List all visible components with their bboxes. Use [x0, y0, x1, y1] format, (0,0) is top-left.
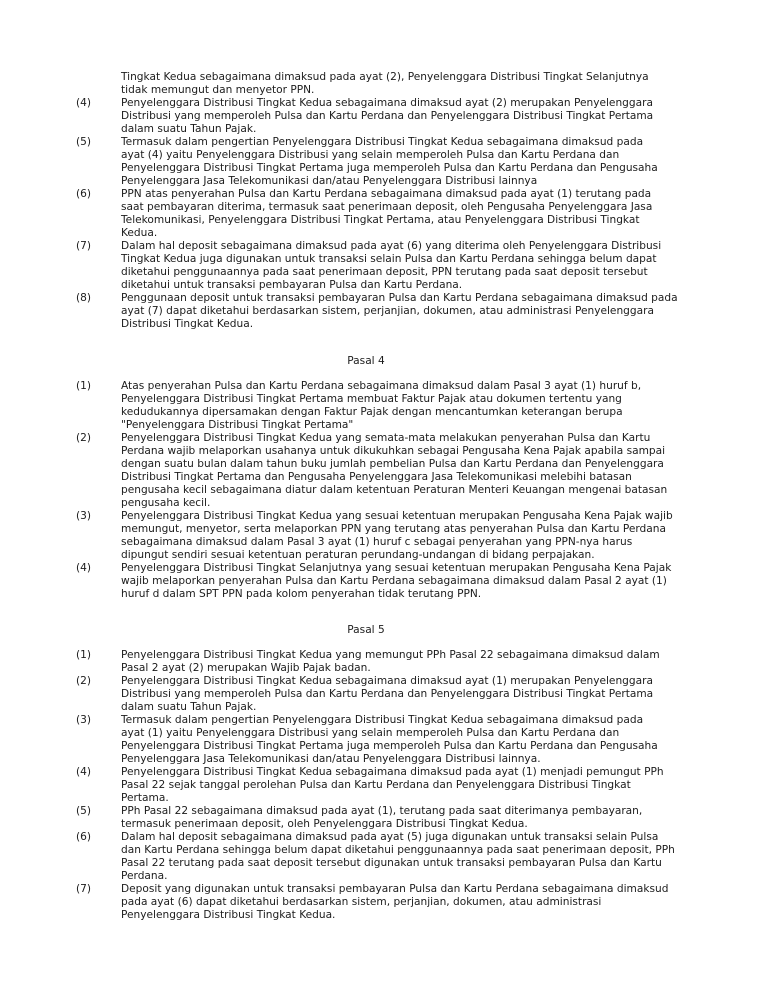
ayat-item [0, 71, 770, 97]
text-line: ayat (4) yaitu Penyelenggara Distribusi yang selain memperoleh Pulsa dan Kartu Perdana dan [121, 149, 620, 161]
text-line: Penyelenggara Distribusi Tingkat Kedua yang memungut PPh Pasal 22 sebagaimana dimaksud dalam [121, 649, 660, 661]
section-pasal-4 [0, 380, 770, 601]
ayat-text [121, 649, 770, 675]
text-line: dengan suatu bulan dalam tahun buku jumlah pembelian Pulsa dan Kartu Perdana dan Penyelenggara [121, 458, 664, 470]
ayat-number: (7) [76, 883, 92, 895]
ayat-text [121, 136, 770, 188]
text-line: Dalam hal deposit sebagaimana dimaksud pada ayat (5) juga digunakan untuk transaksi selain Pulsa [121, 831, 659, 843]
ayat-text [121, 432, 770, 510]
text-line: PPN atas penyerahan Pulsa dan Kartu Perdana sebagaimana dimaksud pada ayat (1) terutang pada [121, 188, 652, 200]
text-line: Pertama. [121, 792, 169, 804]
text-line: dan Kartu Perdana sehingga belum dapat diketahui penggunaannya pada saat penerimaan deposit, PPh [121, 844, 675, 856]
text-line: Penyelenggara Distribusi Tingkat Pertama juga memperoleh Pulsa dan Kartu Perdana dan Pengusaha [121, 162, 658, 174]
text-line: Tingkat Kedua juga digunakan untuk transaksi selain Pulsa dan Kartu Perdana sehingga belum dapat [121, 253, 657, 265]
section-continuation [0, 71, 770, 331]
text-line: pada ayat (6) dapat diketahui berdasarkan sistem, perjanjian, dokumen, atau administrasi [121, 896, 602, 908]
ayat-number: (5) [76, 136, 92, 148]
ayat-item [0, 714, 770, 766]
ayat-text [121, 510, 770, 562]
text-line: PPh Pasal 22 sebagaimana dimaksud pada ayat (1), terutang pada saat diterimanya pembayaran, [121, 805, 643, 817]
text-line: Penyelenggara Distribusi Tingkat Kedua yang sesuai ketentuan merupakan Pengusaha Kena Pajak wajib [121, 510, 673, 522]
text-line: Atas penyerahan Pulsa dan Kartu Perdana sebagaimana dimaksud dalam Pasal 3 ayat (1) huruf b, [121, 380, 642, 392]
ayat-number: (3) [76, 714, 92, 726]
text-line: Penyelenggara Distribusi Tingkat Pertama juga memperoleh Pulsa dan Kartu Perdana dan Pengusaha [121, 740, 658, 752]
ayat-number: (4) [76, 562, 92, 574]
ayat-number: (1) [76, 380, 92, 392]
ayat-number: (2) [76, 432, 92, 444]
ayat-text [121, 766, 770, 805]
ayat-text [121, 675, 770, 714]
ayat-number: (6) [76, 188, 92, 200]
ayat-item [0, 675, 770, 714]
text-line: ayat (7) dapat diketahui berdasarkan sistem, perjanjian, dokumen, atau administrasi Penyelenggara [121, 305, 654, 317]
text-line: sebagaimana dimaksud dalam Pasal 3 ayat (1) huruf c sebagai penyerahan yang PPN-nya harus [121, 536, 633, 548]
ayat-item [0, 649, 770, 675]
section-pasal-5 [0, 649, 770, 922]
ayat-number: (1) [76, 649, 92, 661]
text-line: tidak memungut dan menyetor PPN. [121, 84, 315, 96]
text-line: Penyelenggara Distribusi Tingkat Kedua sebagaimana dimaksud pada ayat (1) menjadi pemungut PPh [121, 766, 664, 778]
text-line: kedudukannya dipersamakan dengan Faktur Pajak dengan mencantumkan keterangan berupa [121, 406, 623, 418]
text-line: dipungut sendiri sesuai ketentuan peraturan perundang-undangan di bidang perpajakan. [121, 549, 595, 561]
text-line: Penggunaan deposit untuk transaksi pembayaran Pulsa dan Kartu Perdana sebagaimana dimaksud pada [121, 292, 678, 304]
text-line: pengusaha kecil sebagaimana diatur dalam ketentuan Peraturan Menteri Keuangan mengenai batasan [121, 484, 668, 496]
text-line: "Penyelenggara Distribusi Tingkat Pertama" [121, 419, 354, 431]
text-line: Tingkat Kedua sebagaimana dimaksud pada ayat (2), Penyelenggara Distribusi Tingkat Selanjutnya [121, 71, 649, 83]
ayat-item [0, 562, 770, 601]
ayat-text [121, 188, 770, 240]
text-line: diketahui untuk transaksi pembayaran Pulsa dan Kartu Perdana. [121, 279, 463, 291]
text-line: Distribusi yang memperoleh Pulsa dan Kartu Perdana dan Penyelenggara Distribusi Tingkat Pertama [121, 110, 654, 122]
ayat-number: (5) [76, 805, 92, 817]
text-line: Distribusi yang memperoleh Pulsa dan Kartu Perdana dan Penyelenggara Distribusi Tingkat Pertama [121, 688, 654, 700]
text-line: Penyelenggara Jasa Telekomunikasi dan/atau Penyelenggara Distribusi lainnya. [121, 753, 541, 765]
text-line: termasuk penerimaan deposit, oleh Penyelenggara Distribusi Tingkat Kedua. [121, 818, 528, 830]
ayat-item [0, 136, 770, 188]
ayat-text [121, 562, 770, 601]
ayat-number: (3) [76, 510, 92, 522]
ayat-number: (4) [76, 97, 92, 109]
text-line: ayat (1) yaitu Penyelenggara Distribusi yang selain memperoleh Pulsa dan Kartu Perdana dan [121, 727, 620, 739]
text-line: Perdana wajib melaporkan usahanya untuk dikukuhkan sebagai Pengusaha Kena Pajak apabila sampai [121, 445, 666, 457]
text-line: Pasal 2 ayat (2) merupakan Wajib Pajak badan. [121, 662, 371, 674]
text-line: Penyelenggara Distribusi Tingkat Kedua yang semata-mata melakukan penyerahan Pulsa dan Kartu [121, 432, 651, 444]
ayat-number: (6) [76, 831, 92, 843]
ayat-text [121, 71, 770, 97]
text-line: Termasuk dalam pengertian Penyelenggara Distribusi Tingkat Kedua sebagaimana dimaksud pada [121, 714, 644, 726]
ayat-text [121, 97, 770, 136]
ayat-text [121, 380, 770, 432]
ayat-item [0, 432, 770, 510]
ayat-item [0, 883, 770, 922]
text-line: Penyelenggara Distribusi Tingkat Kedua. [121, 909, 336, 921]
ayat-text [121, 714, 770, 766]
ayat-item [0, 766, 770, 805]
ayat-item [0, 510, 770, 562]
ayat-number: (8) [76, 292, 92, 304]
text-line: Penyelenggara Distribusi Tingkat Kedua sebagaimana dimaksud ayat (2) merupakan Penyelenggara [121, 97, 653, 109]
ayat-item [0, 831, 770, 883]
ayat-number: (7) [76, 240, 92, 252]
text-line: Penyelenggara Distribusi Tingkat Kedua sebagaimana dimaksud ayat (1) merupakan Penyelenggara [121, 675, 653, 687]
ayat-number: (2) [76, 675, 92, 687]
text-line: Penyelenggara Distribusi Tingkat Selanjutnya yang sesuai ketentuan merupakan Pengusaha Kena Pajak [121, 562, 672, 574]
text-line: pengusaha kecil. [121, 497, 211, 509]
text-line: saat pembayaran diterima, termasuk saat penerimaan deposit, oleh Pengusaha Penyelenggara Jasa [121, 201, 653, 213]
ayat-item [0, 292, 770, 331]
text-line: Telekomunikasi, Penyelenggara Distribusi Tingkat Pertama, atau Penyelenggara Distribusi Tingkat [121, 214, 640, 226]
ayat-number: (4) [76, 766, 92, 778]
text-line: Perdana. [121, 870, 168, 882]
ayat-item [0, 97, 770, 136]
ayat-text [121, 292, 770, 331]
ayat-text [121, 883, 770, 922]
pasal-5-heading: Pasal 5 [347, 624, 385, 636]
ayat-text [121, 805, 770, 831]
text-line: wajib melaporkan penyerahan Pulsa dan Kartu Perdana sebagaimana dimaksud dalam Pasal 2 ayat (1) [121, 575, 667, 587]
text-line: Deposit yang digunakan untuk transaksi pembayaran Pulsa dan Kartu Perdana sebagaimana dimaksud [121, 883, 669, 895]
text-line: diketahui penggunaannya pada saat penerimaan deposit, PPN terutang pada saat deposit tersebut [121, 266, 648, 278]
text-line: Pasal 22 sejak tanggal perolehan Pulsa dan Kartu Perdana dan Penyelenggara Distribusi Tingkat [121, 779, 631, 791]
text-line: Distribusi Tingkat Pertama dan Pengusaha Penyelenggara Jasa Telekomunikasi melebihi batasan [121, 471, 632, 483]
ayat-text [121, 831, 770, 883]
ayat-item [0, 805, 770, 831]
ayat-item [0, 188, 770, 240]
text-line: Termasuk dalam pengertian Penyelenggara Distribusi Tingkat Kedua sebagaimana dimaksud pada [121, 136, 644, 148]
text-line: Pasal 22 terutang pada saat deposit tersebut digunakan untuk transaksi pembayaran Pulsa dan Kartu [121, 857, 662, 869]
ayat-item [0, 240, 770, 292]
text-line: huruf d dalam SPT PPN pada kolom penyerahan tidak terutang PPN. [121, 588, 482, 600]
ayat-item [0, 380, 770, 432]
ayat-text [121, 240, 770, 292]
text-line: Penyelenggara Distribusi Tingkat Pertama membuat Faktur Pajak atau dokumen tertentu yang [121, 393, 622, 405]
text-line: Penyelenggara Jasa Telekomunikasi dan/atau Penyelenggara Distribusi lainnya [121, 175, 538, 187]
text-line: memungut, menyetor, serta melaporkan PPN yang terutang atas penyerahan Pulsa dan Kartu Perdana [121, 523, 666, 535]
text-line: Dalam hal deposit sebagaimana dimaksud pada ayat (6) yang diterima oleh Penyelenggara Distribusi [121, 240, 662, 252]
text-line: Kedua. [121, 227, 158, 239]
text-line: dalam suatu Tahun Pajak. [121, 123, 257, 135]
text-line: Distribusi Tingkat Kedua. [121, 318, 254, 330]
text-line: dalam suatu Tahun Pajak. [121, 701, 257, 713]
pasal-4-heading: Pasal 4 [347, 355, 385, 367]
